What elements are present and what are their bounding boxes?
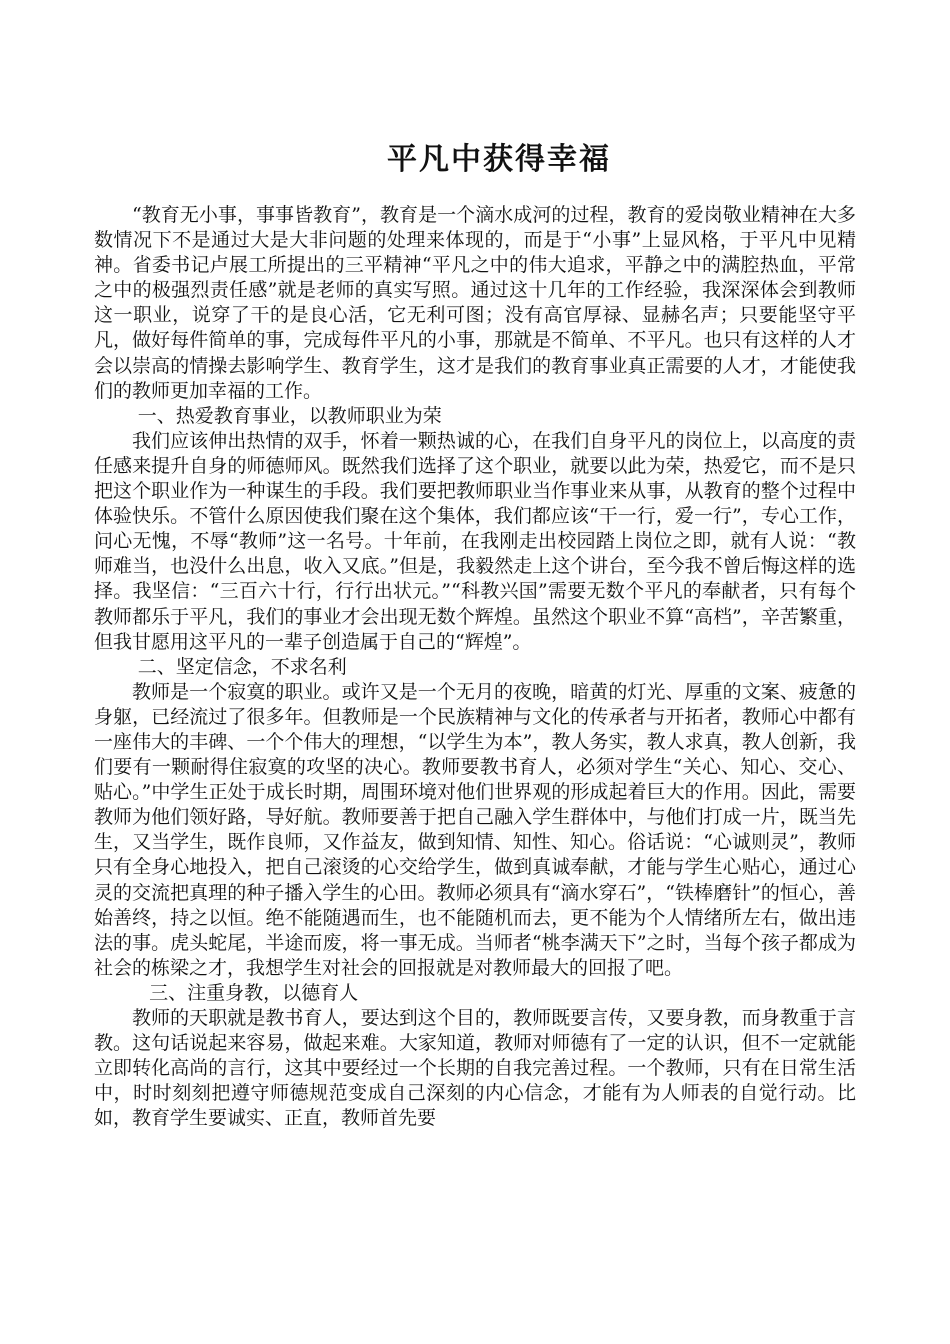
paragraph-intro: “教育无小事，事事皆教育”，教育是一个滴水成河的过程，教育的爱岗敬业精神在大多数情况下不是通过大是大非问题的处理来体现的，而是于“小事”上显风格，于平凡中见精神。省委书记卢展工所提出的三平精神“平凡之中的伟大追求，平静之中的满腔热血，平常之中的极强烈责任感”就是老师的真实写照。通过这十几年的工作经验，我深深体会到教师这一职业，说穿了干的是良心活，它无利可图；没有高官厚禄、显赫名声；只要能坚守平凡，做好每件简单的事，完成每件平凡的小事，那就是不简单、不平凡。也只有这样的人才会以崇高的情操去影响学生、教育学生，这才是我们的教育事业真正需要的人才，才能使我们的教师更加幸福的工作。	[94, 204, 856, 402]
document-title: 平凡中获得幸福	[387, 142, 611, 177]
paragraph-section-2: 教师是一个寂寞的职业。或许又是一个无月的夜晚，暗黄的灯光、厚重的文案、疲惫的身躯，已经流过了很多年。但教师是一个民族精神与文化的传承者与开拓者，教师心中都有一座伟大的丰碑、一个个伟大的理想，“以学生为本”，教人务实，教人求真，教人创新，我们要有一颗耐得住寂寞的攻坚的决心。教师要教书育人，必须对学生“关心、知心、交心、贴心。”中学生正处于成长时期，周围环境对他们世界观的形成起着巨大的作用。因此，需要教师为他们领好路，导好航。教师要善于把自己融入学生群体中，与他们打成一片，既当先生，又当学生，既作良师，又作益友，做到知情、知性、知心。俗话说：“心诚则灵”，教师只有全身心地投入，把自己滚烫的心交给学生，做到真诚奉献，才能与学生心贴心，通过心灵的交流把真理的种子播入学生的心田。教师必须具有“滴水穿石”，“铁棒磨针”的恒心，善始善终，持之以恒。绝不能随遇而生，也不能随机而去，更不能为个人情绪所左右，做出违法的事。虎头蛇尾，半途而废，将一事无成。当师者“桃李满天下”之时，当每个孩子都成为社会的栋梁之才，我想学生对社会的回报就是对教师最大的回报了吧。	[94, 680, 856, 979]
paragraph-section-3: 教师的天职就是教书育人，要达到这个目的，教师既要言传，又要身教，而身教重于言教。这句话说起来容易，做起来难。大家知道，教师对师德有了一定的认识，但不一定就能立即转化高尚的言行，这其中要经过一个长期的自我完善过程。一个教师，只有在日常生活中，时时刻刻把遵守师德规范变成自己深刻的内心信念，才能有为人师表的自觉行动。比如，教育学生要诚实、正直，教师首先要	[94, 1007, 856, 1130]
section-heading-3: 三、注重身教，以德育人	[149, 981, 359, 1004]
document-body	[94, 203, 856, 1131]
section-heading-2: 二、坚定信念，不求名利	[137, 655, 347, 678]
paragraph-section-1: 我们应该伸出热情的双手，怀着一颗热诚的心，在我们自身平凡的岗位上，以高度的责任感来提升自身的师德师风。既然我们选择了这个职业，就要以此为荣，热爱它，而不是只把这个职业作为一种谋生的手段。我们要把教师职业当作事业来从事，从教育的整个过程中体验快乐。不管什么原因使我们聚在这个集体，我们都应该“干一行，爱一行”，专心工作，问心无愧，不辱“教师”这一名号。十年前，在我刚走出校园踏上岗位之即，就有人说：“教师难当，也没什么出息，收入又底。”但是，我毅然走上这个讲台，至今我不曾后悔这样的选择。我坚信：“三百六十行，行行出状元。”“科教兴国”需要无数个平凡的奉献者，只有每个教师都乐于平凡，我们的事业才会出现无数个辉煌。虽然这个职业不算“高档”，辛苦繁重，但我甘愿用这平凡的一辈子创造属于自己的“辉煌”。	[94, 429, 856, 653]
section-heading-1: 一、热爱教育事业，以教师职业为荣	[137, 404, 442, 427]
